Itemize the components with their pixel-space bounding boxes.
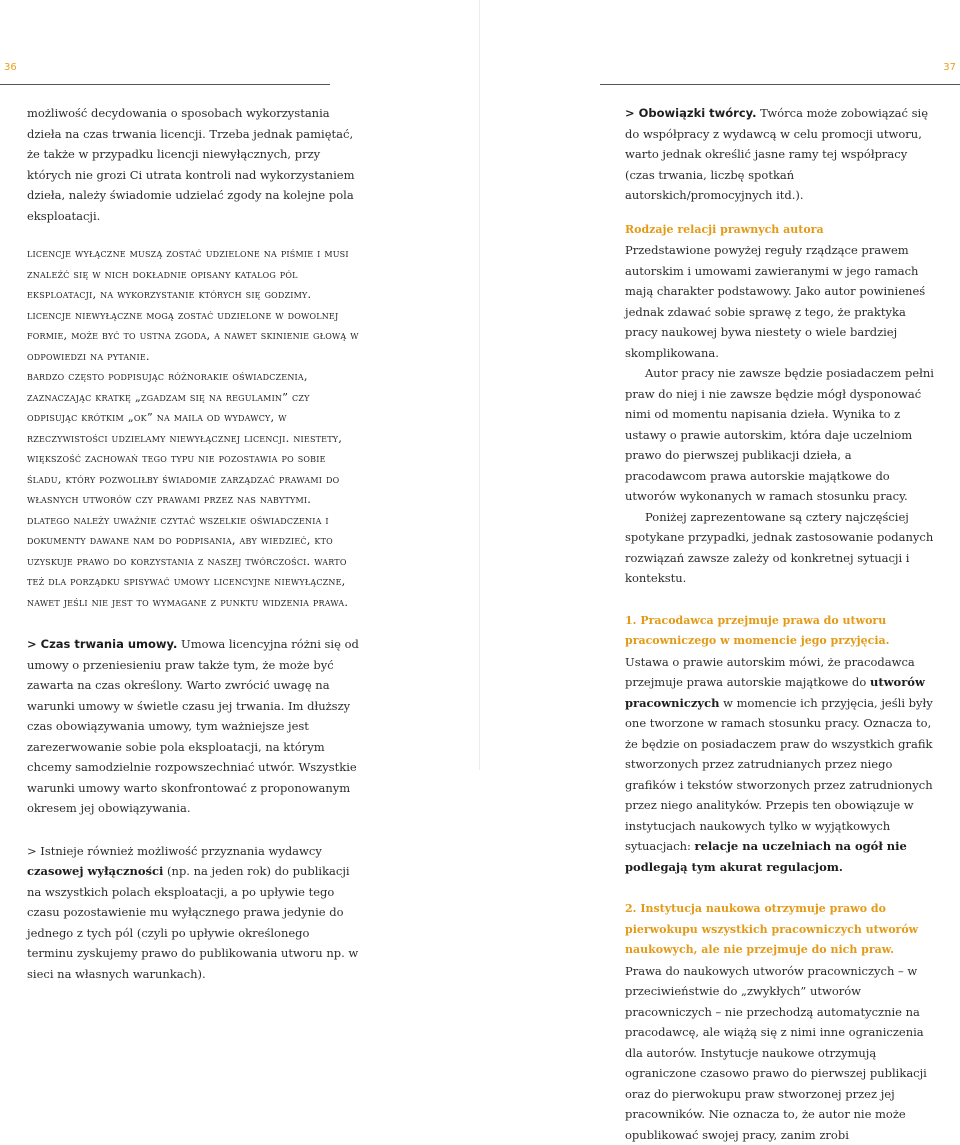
paragraph: możliwość decydowania o sposobach wykorzystania dzieła na czas trwania licencji. Trzeba jednak pamiętać, że także w przypadku licencji niewyłącznych, przy których nie grozi Ci utrata kontroli nad wykorzystaniem dzieła, należy świadomie udzielać zgody na kolejne pola eksploatacji. [27,103,359,226]
paragraph-body: > Istnieje również możliwość przyznania wydawcy [27,844,322,858]
small-caps-paragraph: licencje wyłączne muszą zostać udzielone na piśmie i musi znaleźć się w nich dokładnie opisany katalog pól eksploatacji, na wykorzystanie których się godzimy. [27,243,359,305]
header-rule-left [0,84,330,85]
paragraph-lead: > Obowiązki twórcy. [625,106,756,120]
small-caps-paragraph: licencje niewyłączne mogą zostać udzielone w dowolnej formie, może być to ustna zgoda, a nawet skinienie głową w odpowiedzi na pytanie. [27,305,359,367]
section-heading: Rodzaje relacji prawnych autora [625,220,935,241]
section-heading: 2. Instytucja naukowa otrzymuje prawo do pierwokupu wszystkich pracowniczych utworów naukowych, ale nie przejmuje do nich praw. [625,899,935,961]
header-rule-right [600,84,960,85]
paragraph-body: Ustawa o prawie autorskim mówi, że pracodawca przejmuje prawa autorskie majątkowe do [625,655,915,690]
paragraph-duration [27,634,359,819]
paragraph: Autor pracy nie zawsze będzie posiadaczem pełni praw do niej i nie zawsze będzie mógł dysponować nimi od momentu napisania dzieła. Wynika to z ustawy o prawie autorskim, która daje uczelniom prawo do pierwszej publikacji dzieła, a pracodawcom prawa autorskie majątkowe do utworów wykonanych w ramach stosunku pracy. [625,363,935,507]
right-text-column [625,103,935,1145]
paragraph-emphasis: utworów pracowniczych [625,675,925,710]
paragraph: Prawa do naukowych utworów pracowniczych – w przeciwieństwie do „zwykłych” utworów pracowniczych – nie przechodzą automatycznie na pracodawcę, ale wiążą się z nimi inne ograniczenia dla autorów. Instytucje naukowe otrzymują ograniczone czasowo prawo do pierwszej publikacji oraz do pierwokupu praw stworzonej przez jej pracowników. Nie oznacza to, że autor nie może opublikować swojej pracy, zanim zrobi [625,961,935,1145]
paragraph-body: w momencie ich przyjęcia, jeśli były one tworzone w ramach stosunku pracy. Oznacza to, że będzie on posiadaczem praw do wszystkich grafik stworzonych przez zatrudnianych przez niego grafików i tekstów stworzonych przez zatrudnionych przez niego analityków. Przepis ten obowiązuje w instytucjach naukowych tylko w wyjątkowych sytuacjach: [625,696,933,854]
small-caps-block [27,243,359,612]
paragraph: Poniżej zaprezentowane są cztery najczęściej spotykane przypadki, jednak zastosowanie podanych rozwiązań zawsze zależy od konkretnej sytuacji i kontekstu. [625,507,935,589]
small-caps-paragraph: bardzo często podpisując różnorakie oświadczenia, zaznaczając kratkę „zgadzam się na regulamin” czy odpisując krótkim „ok” na maila od wydawcy, w rzeczywistości udzielamy niewyłącznej licencji. niestety, większość zachowań tego typu nie pozostawia po sobie śladu, który pozwoliłby świadomie zarządzać prawami do własnych utworów czy prawami przez nas nabytymi. [27,366,359,510]
left-text-column [27,103,359,984]
paragraph-exclusivity [27,841,359,985]
paragraph-lead: > Czas trwania umowy. [27,637,177,651]
small-caps-paragraph: dlatego należy uważnie czytać wszelkie oświadczenia i dokumenty dawane nam do podpisania, aby wiedzieć, kto uzyskuje prawo do korzystania z naszej twórczości. warto też dla porządku spisywać umowy licencyjne niewyłączne, nawet jeśli nie jest to wymagane z punktu widzenia prawa. [27,510,359,613]
left-page [0,0,480,770]
paragraph-body: (np. na jeden rok) do publikacji na wszystkich polach eksploatacji, a po upływie tego czasu pozostawienie mu wyłącznego prawa jedynie do jednego z tych pól (czyli po upływie określonego terminu zyskujemy prawo do publikowania utworu np. w sieci na własnych warunkach). [27,864,358,981]
paragraph-obligations [625,103,935,206]
paragraph-body: Twórca może zobowiązać się do współpracy z wydawcą w celu promocji utworu, warto jednak określić jasne ramy tej współpracy (czas trwania, liczbę spotkań autorskich/promocyjnych itd.). [625,106,928,202]
paragraph-body: Umowa licencyjna różni się od umowy o przeniesieniu praw także tym, że może być zawarta na czas określony. Warto zwrócić uwagę na warunki umowy w świetle czasu jej trwania. Im dłuższy czas obowiązywania umowy, tym ważniejsze jest zarezerwowanie sobie pola eksploatacji, na którym chcemy samodzielnie rozpowszechniać utwór. Wszystkie warunki umowy warto skonfrontować z proponowanym okresem jej obowiązywania. [27,637,359,815]
right-page [480,0,960,770]
page-number-left: 36 [4,62,17,73]
paragraph-emphasis: relacje na uczelniach na ogół nie podlegają tym akurat regulacjom. [625,839,907,874]
paragraph: Przedstawione powyżej reguły rządzące prawem autorskim i umowami zawieranymi w jego ramach mają charakter podstawowy. Jako autor powinieneś jednak zdawać sobie sprawę z tego, że praktyka pracy naukowej bywa niestety o wiele bardziej skomplikowana. [625,240,935,363]
section-heading: 1. Pracodawca przejmuje prawa do utworu pracowniczego w momencie jego przyjęcia. [625,611,935,652]
page-number-right: 37 [943,62,956,73]
paragraph-employee-works [625,652,935,878]
paragraph-emphasis: czasowej wyłączności [27,864,163,878]
